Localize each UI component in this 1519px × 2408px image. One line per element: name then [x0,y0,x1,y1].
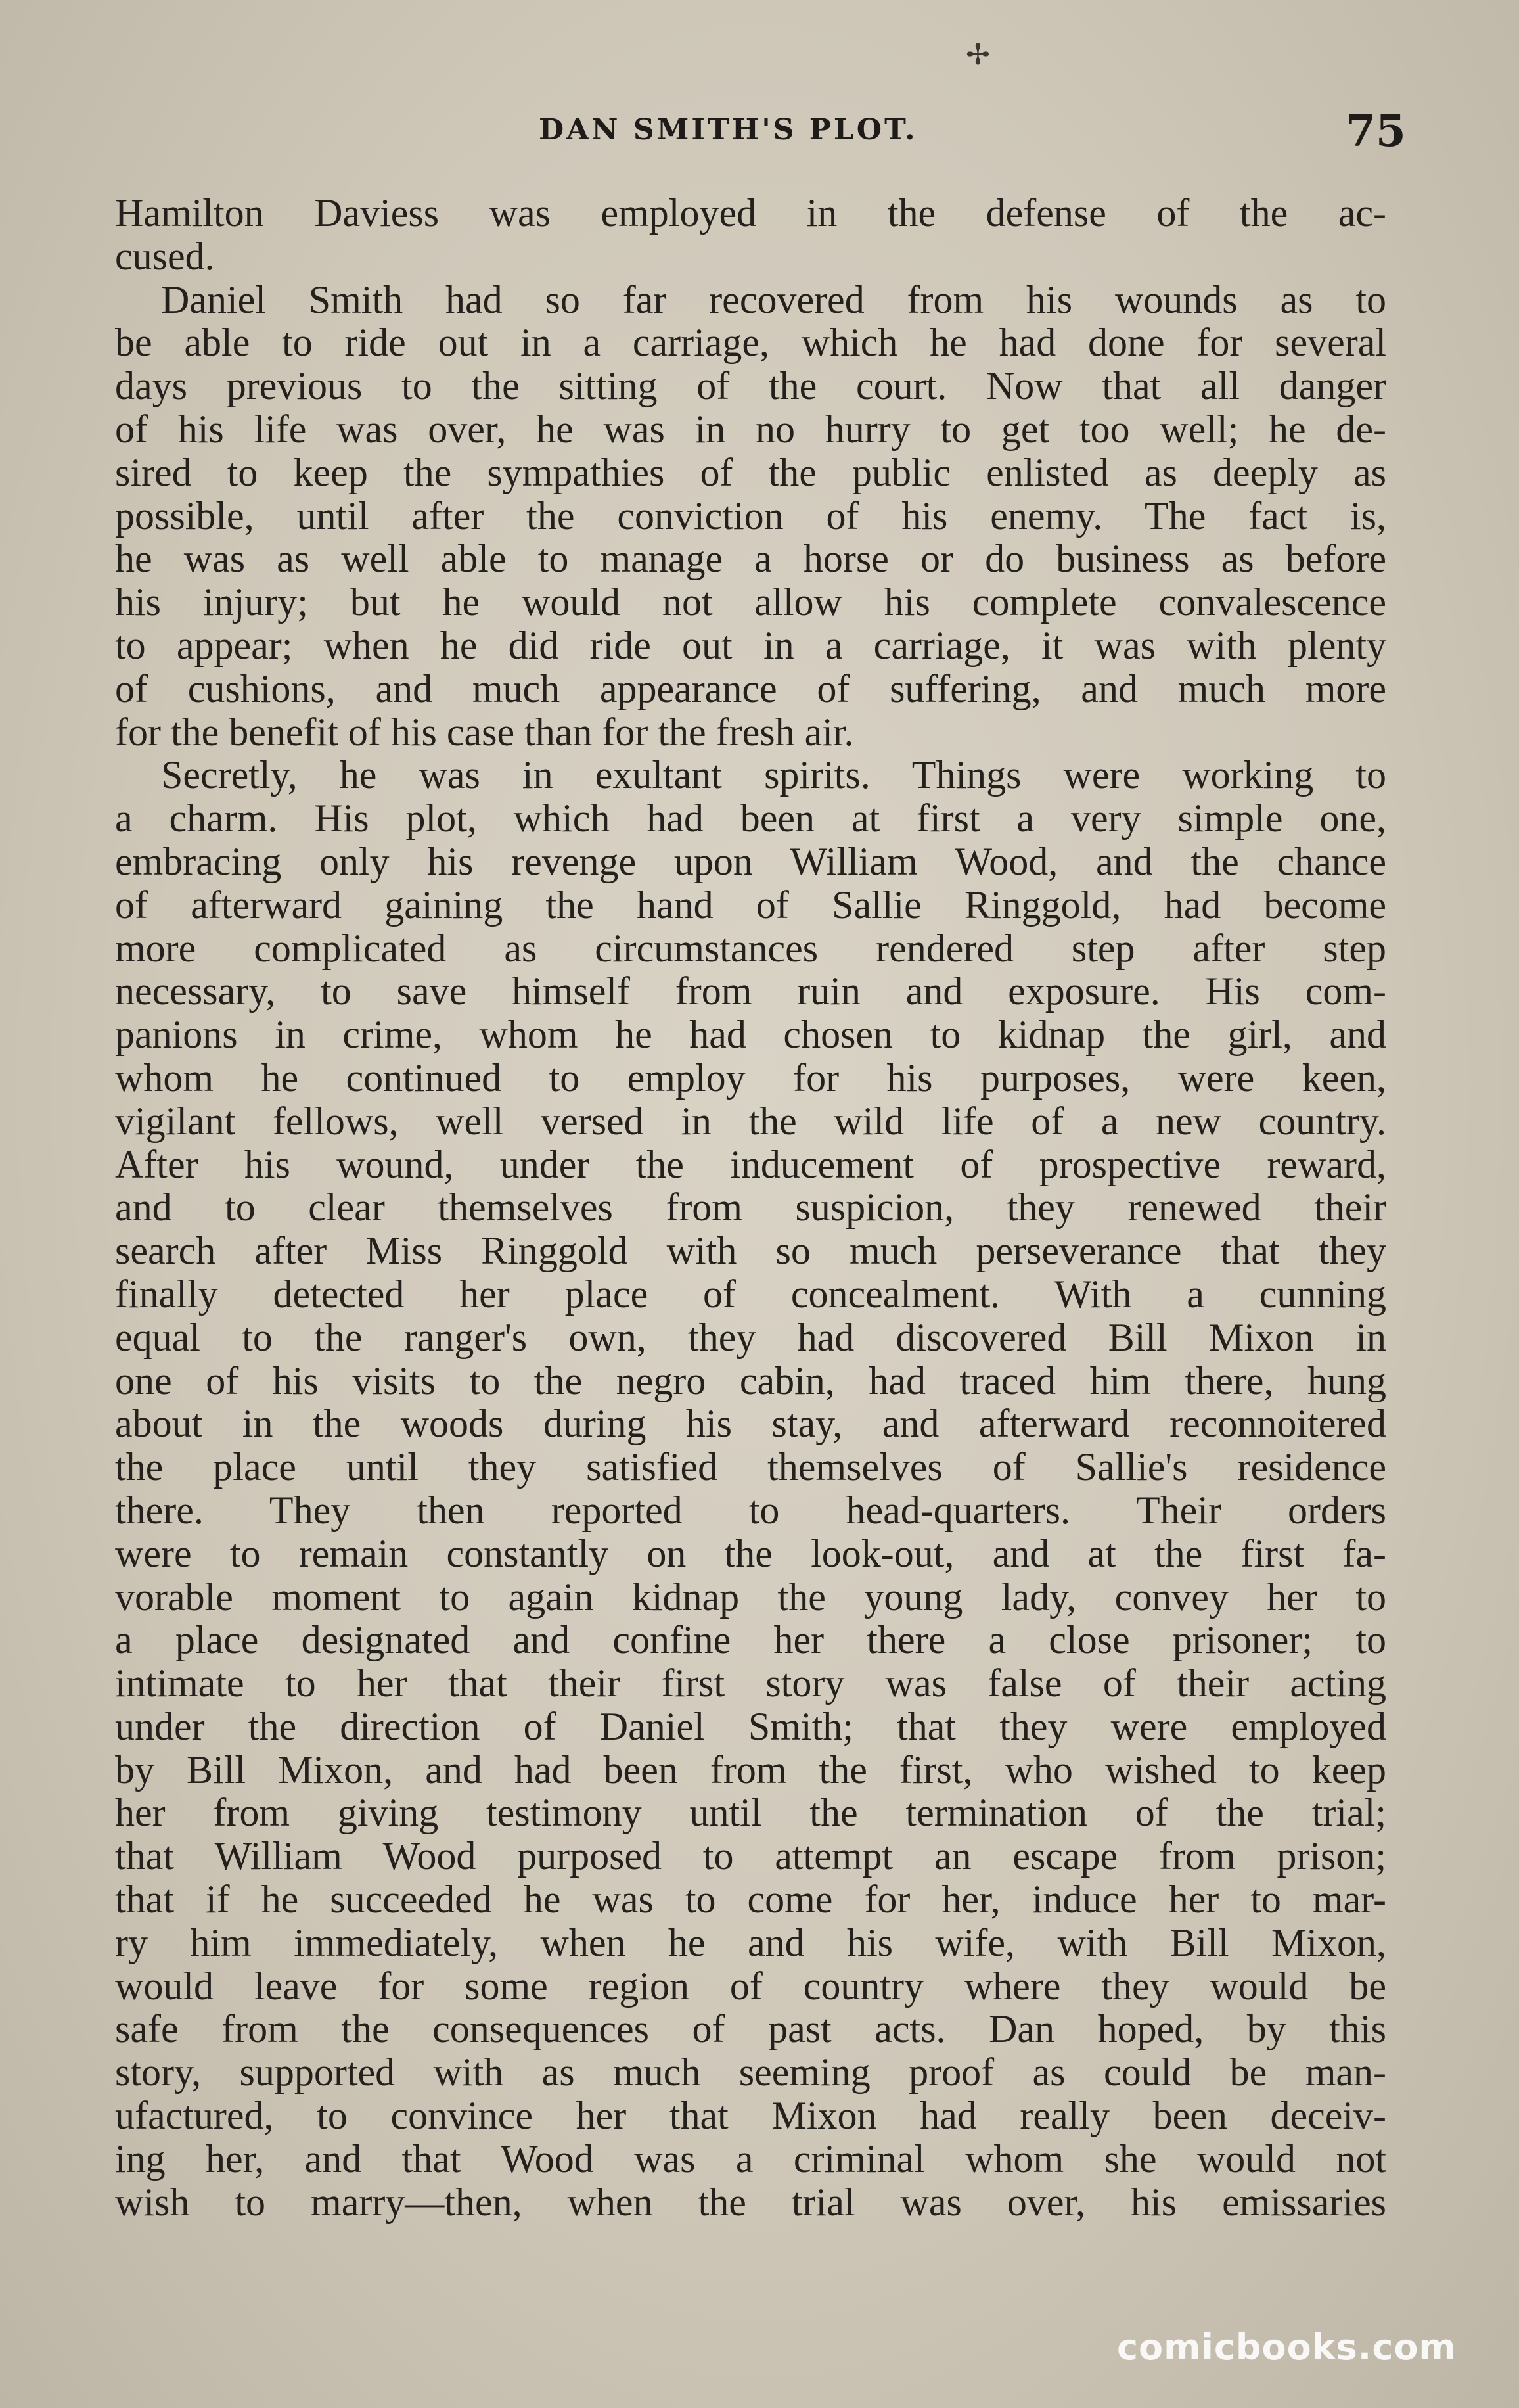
text-line: sired to keep the sympathies of the public enlisted as deeply as [115,450,1386,494]
text-line: of his life was over, he was in no hurry to get too well; he de- [115,407,1386,451]
text-line: her from giving testimony until the termination of the trial; [115,1791,1386,1835]
text-line: safe from the consequences of past acts. Dan hoped, by this [115,2007,1386,2051]
text-line: that if he succeeded he was to come for her, induce her to mar- [115,1878,1386,1922]
text-line: necessary, to save himself from ruin and exposure. His com- [115,969,1386,1013]
text-line: more complicated as circumstances rendered step after step [115,926,1386,970]
text-line: that William Wood purposed to attempt an escape from prison; [115,1834,1386,1878]
text-line: to appear; when he did ride out in a carriage, it was with plenty [115,623,1386,667]
text-line: under the direction of Daniel Smith; that they were employed [115,1704,1386,1748]
text-line: whom he continued to employ for his purposes, were keen, [115,1055,1386,1100]
body-text [115,192,1386,2224]
text-line: cused. [115,234,215,278]
text-line: After his wound, under the inducement of prospective reward, [115,1142,1386,1186]
text-line: ry him immediately, when he and his wife, with Bill Mixon, [115,1920,1386,1964]
text-line: be able to ride out in a carriage, which he had done for several [115,321,1386,365]
text-line: by Bill Mixon, and had been from the first, who wished to keep [115,1748,1386,1792]
text-line: ing her, and that Wood was a criminal whom she would not [115,2137,1386,2181]
text-line: Secretly, he was in exultant spirits. Things were working to [161,753,1386,797]
text-line: and to clear themselves from suspicion, they renewed their [115,1186,1386,1230]
text-line: finally detected her place of concealment. With a cunning [115,1272,1386,1316]
text-line: panions in crime, whom he had chosen to kidnap the girl, and [115,1013,1386,1057]
text-line: one of his visits to the negro cabin, had traced him there, hung [115,1358,1386,1402]
ornament-mark-icon: ✢ [966,38,990,72]
text-line: his injury; but he would not allow his complete convalescence [115,580,1386,624]
text-line: wish to marry—then, when the trial was over, his emissaries [115,2180,1386,2224]
text-line: for the benefit of his case than for the fresh air. [115,710,854,754]
text-line: days previous to the sitting of the court. Now that all danger [115,364,1386,408]
text-line: story, supported with as much seeming proof as could be man- [115,2050,1386,2095]
text-line: intimate to her that their first story was false of their acting [115,1661,1386,1705]
text-line: he was as well able to manage a horse or do business as before [115,537,1386,581]
text-line: a place designated and confine her there a close prisoner; to [115,1618,1386,1662]
text-line: of cushions, and much appearance of suffering, and much more [115,666,1386,710]
site-watermark: comicbooks.com [1117,2327,1457,2368]
text-line: a charm. His plot, which had been at first a very simple one, [115,797,1386,841]
page-number: 75 [1346,105,1406,156]
text-line: Daniel Smith had so far recovered from his wounds as to [161,277,1386,321]
text-line: there. They then reported to head-quarters. Their orders [115,1488,1386,1532]
text-line: the place until they satisfied themselves of Sallie's residence [115,1445,1386,1489]
text-line: equal to the ranger's own, they had discovered Bill Mixon in [115,1315,1386,1359]
text-line: about in the woods during his stay, and afterward reconnoitered [115,1402,1386,1446]
text-line: vigilant fellows, well versed in the wild life of a new country. [115,1099,1386,1143]
text-line: of afterward gaining the hand of Sallie Ringgold, had become [115,883,1386,927]
text-line: embracing only his revenge upon William Wood, and the chance [115,839,1386,883]
text-line: search after Miss Ringgold with so much perseverance that they [115,1229,1386,1273]
text-line: possible, until after the conviction of his enemy. The fact is, [115,494,1386,538]
running-head: DAN SMITH'S PLOT. [539,113,918,147]
text-line: would leave for some region of country where they would be [115,1964,1386,2008]
text-line: vorable moment to again kidnap the young lady, convey her to [115,1575,1386,1619]
text-line: ufactured, to convince her that Mixon had really been deceiv- [115,2094,1386,2138]
text-line: were to remain constantly on the look-out, and at the first fa- [115,1531,1386,1575]
text-line: Hamilton Daviess was employed in the defense of the ac- [115,191,1386,235]
